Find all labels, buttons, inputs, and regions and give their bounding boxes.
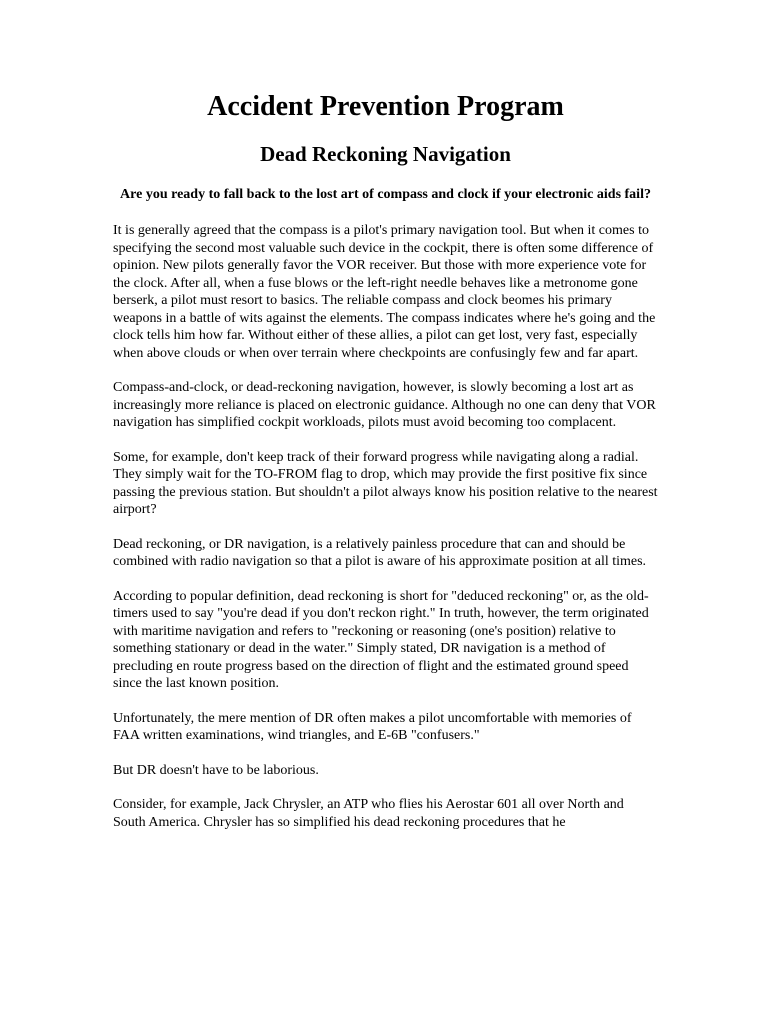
- paragraph-dr-definition: Dead reckoning, or DR navigation, is a relatively painless procedure that can and should be combined with radio navigation so that a pilot is aware of his approximate position at all times.: [113, 536, 647, 569]
- paragraph-jack-chrysler: Consider, for example, Jack Chrysler, an ATP who flies his Aerostar 601 all over North and South America. Chrysler has so simplified his dead reckoning procedures that he: [113, 797, 624, 830]
- document-subtitle: Dead Reckoning Navigation: [260, 142, 511, 166]
- paragraph-not-laborious: But DR doesn't have to be laborious.: [113, 762, 319, 778]
- paragraph-faa-memories: Unfortunately, the mere mention of DR often makes a pilot uncomfortable with memories of FAA written examinations, wind triangles, and E-6B "confusers.": [113, 710, 632, 743]
- document-lede: Are you ready to fall back to the lost art of compass and clock if your electronic aids fail?: [120, 187, 651, 202]
- paragraph-lost-art: Compass-and-clock, or dead-reckoning navigation, however, is slowly becoming a lost art as increasingly more reliance is placed on electronic guidance. Although no one can deny that VOR navigation has simplified cockpit workloads, pilots must avoid becoming too complacent.: [113, 380, 656, 430]
- document-title: Accident Prevention Program: [207, 91, 564, 122]
- paragraph-forward-progress: Some, for example, don't keep track of their forward progress while navigating along a radial. They simply wait for the TO-FROM flag to drop, which may provide the first positive fix since passing the previous station. But shouldn't a pilot always know his position relative to the nearest airport?: [113, 449, 658, 517]
- paragraph-compass-primary-tool: It is generally agreed that the compass is a pilot's primary navigation tool. But when it comes to specifying the second most valuable such device in the cockpit, there is often some difference of opinion. New pilots generally favor the VOR receiver. But those with more experience vote for the clock. After all, when a fuse blows or the left-right needle behaves like a metronome gone berserk, a pilot must resort to basics. The reliable compass and clock beomes his primary weapons in a battle of wits against the elements. The compass indicates where he's going and the clock tells him how far. Without either of these allies, a pilot can get lost, very fast, especially when above clouds or when over terrain where checkpoints are confusingly few and far apart.: [113, 223, 656, 361]
- paragraph-deduced-reckoning: According to popular definition, dead reckoning is short for "deduced reckoning" or, as the old-timers used to say "you're dead if you don't reckon right." In truth, however, the term originated with maritime navigation and refers to "reckoning or reasoning (one's position) relative to something stationary or dead in the water." Simply stated, DR navigation is a method of precluding en route progress based on the direction of flight and the estimated ground speed since the last known position.: [113, 588, 649, 691]
- document-body: [113, 222, 658, 831]
